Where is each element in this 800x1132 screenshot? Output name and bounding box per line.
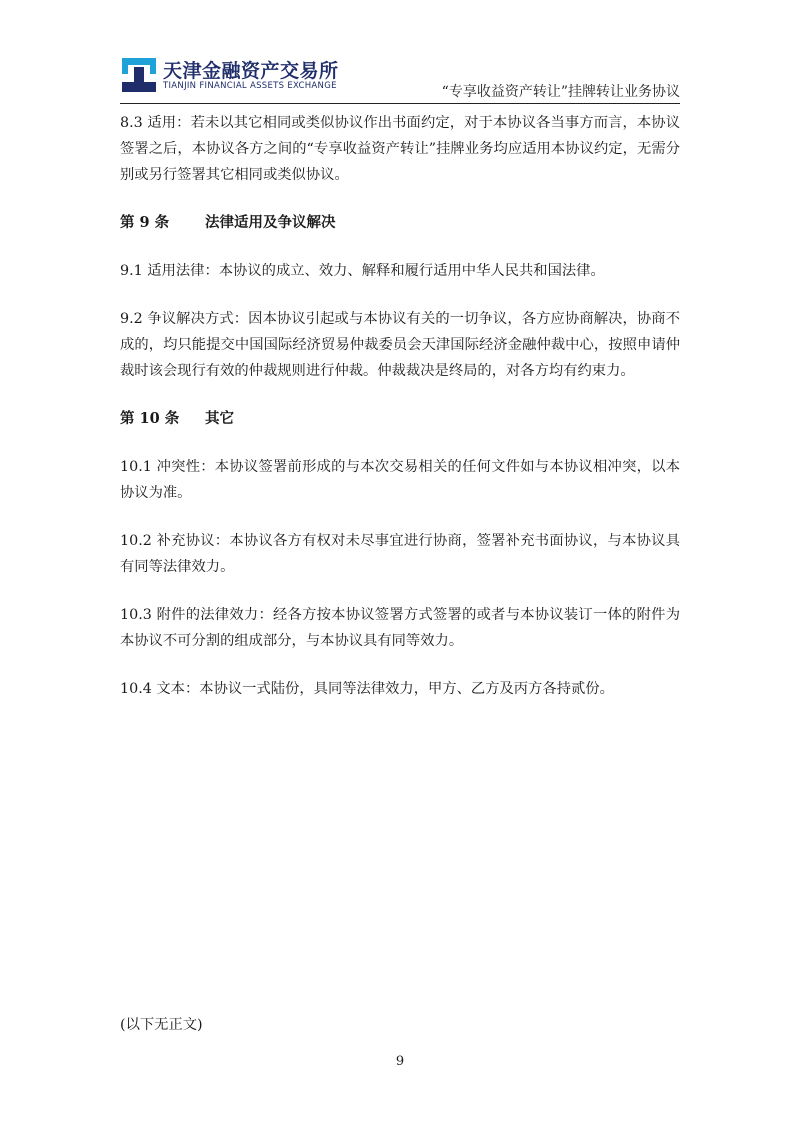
section-9-number: 第 9 条 — [120, 214, 170, 231]
clause-10-3: 10.3 附件的法律效力：经各方按本协议签署方式签署的或者与本协议装订一体的附件为本协议不可分割的组成部分，与本协议具有同等效力。 — [120, 607, 680, 649]
page-number: 9 — [395, 1054, 405, 1069]
section-9-title: 法律适用及争议解决 — [205, 214, 336, 231]
section-10-heading — [120, 406, 680, 432]
logo-chinese-name: 天津金融资产交易所 — [163, 60, 339, 82]
exchange-logo — [120, 55, 360, 100]
exchange-logo-icon — [122, 58, 156, 92]
logo-english-name: TIANJIN FINANCIAL ASSETS EXCHANGE — [163, 81, 337, 91]
clause-10-1: 10.1 冲突性：本协议签署前形成的与本次交易相关的任何文件如与本协议相冲突，以本协议为准。 — [120, 459, 680, 501]
clause-8-3: 8.3 适用：若未以其它相同或类似协议作出书面约定，对于本协议各当事方而言，本协议签署之后，本协议各方之间的“专享收益资产转让”挂牌业务均应适用本协议约定，无需分别或另行签署其它相同或类似协议。 — [120, 115, 680, 183]
clause-10-4: 10.4 文本：本协议一式陆份，具同等法律效力，甲方、乙方及丙方各持贰份。 — [120, 681, 614, 697]
header-divider — [120, 103, 680, 104]
section-10-title: 其它 — [205, 410, 234, 427]
section-9-heading — [120, 210, 680, 236]
clause-9-1: 9.1 适用法律：本协议的成立、效力、解释和履行适用中华人民共和国法律。 — [120, 263, 605, 279]
end-of-text-note: (以下无正文) — [120, 1017, 203, 1033]
document-title: “专享收益资产转让”挂牌转让业务协议 — [441, 84, 680, 100]
clause-10-2: 10.2 补充协议：本协议各方有权对未尽事宜进行协商，签署补充书面协议，与本协议具有同等法律效力。 — [120, 533, 680, 575]
section-10-number: 第 10 条 — [120, 410, 180, 427]
page-header — [120, 55, 680, 105]
clause-9-2: 9.2 争议解决方式：因本协议引起或与本协议有关的一切争议，各方应协商解决，协商不成的，均只能提交中国国际经济贸易仲裁委员会天津国际经济金融仲裁中心，按照申请仲裁时该会现行有效的仲裁规则进行仲裁。仲裁裁决是终局的，对各方均有约束力。 — [120, 311, 680, 379]
document-body — [120, 110, 680, 724]
